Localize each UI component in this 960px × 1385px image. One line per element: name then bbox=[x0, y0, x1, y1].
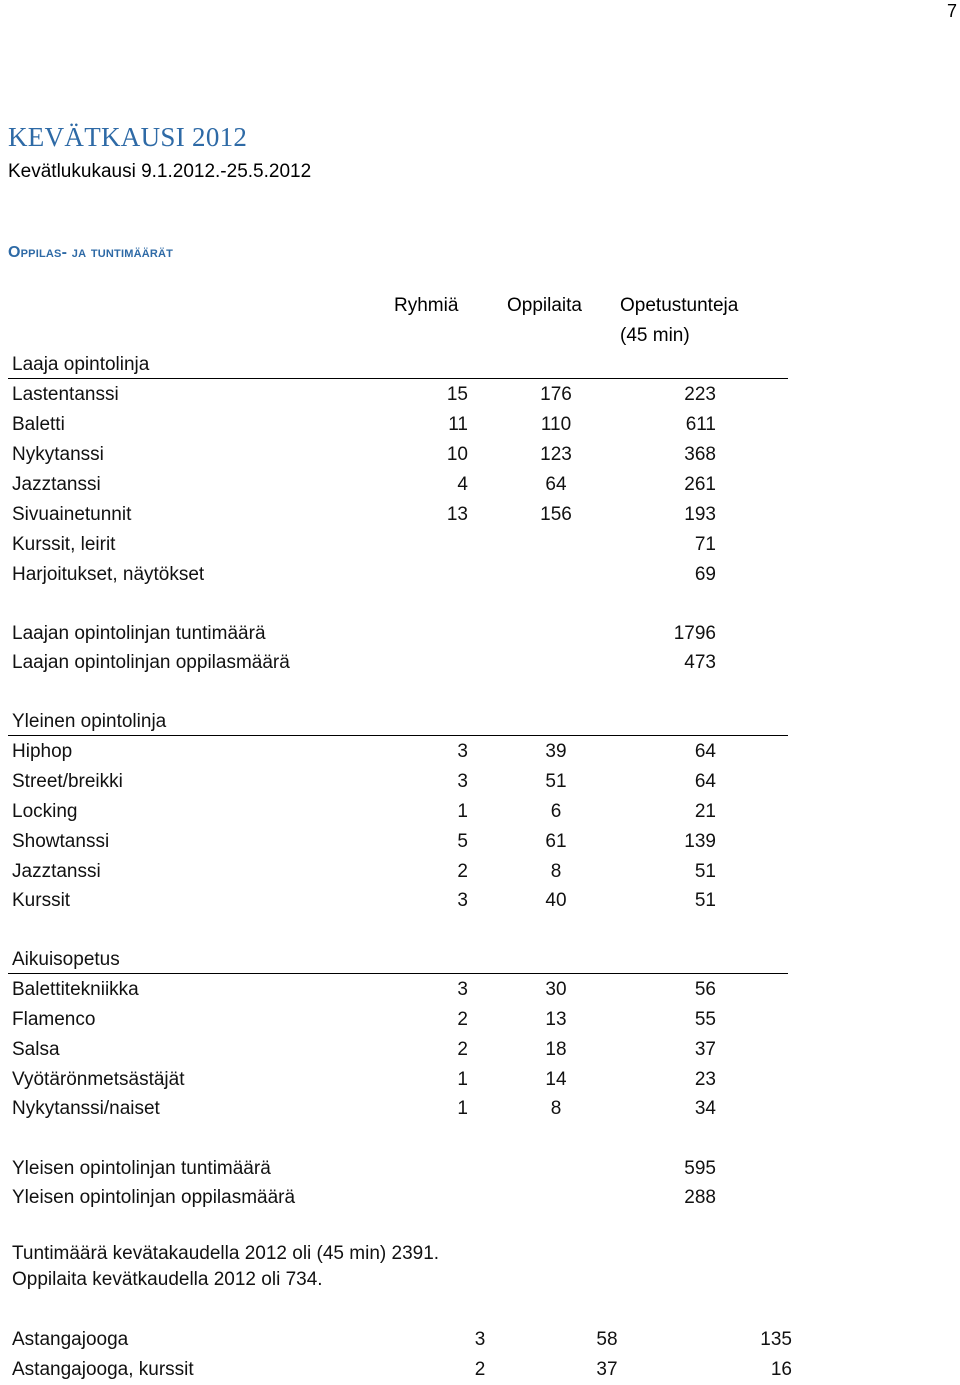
divider bbox=[8, 378, 788, 379]
page-number: 7 bbox=[946, 1, 957, 21]
divider bbox=[8, 735, 788, 736]
row-label: Jazztanssi bbox=[12, 474, 101, 495]
row-label: Street/breikki bbox=[12, 771, 123, 792]
students-cell: 176 bbox=[540, 384, 572, 405]
students-cell: 13 bbox=[545, 1009, 567, 1030]
total-value: 595 bbox=[684, 1158, 716, 1179]
hours-cell: 135 bbox=[760, 1329, 792, 1350]
hours-cell: 37 bbox=[694, 1039, 716, 1060]
row-label: Jazztanssi bbox=[12, 861, 101, 882]
row-label: Sivuainetunnit bbox=[12, 504, 132, 525]
divider bbox=[8, 973, 788, 974]
hours-cell: 51 bbox=[694, 861, 716, 882]
row-label: Astangajooga bbox=[12, 1329, 129, 1350]
row-label: Hiphop bbox=[12, 741, 73, 762]
groups-cell: 3 bbox=[457, 890, 468, 911]
total-label: Yleisen opintolinjan oppilasmäärä bbox=[12, 1187, 296, 1208]
row-label: Vyötärönmetsästäjät bbox=[12, 1069, 185, 1090]
groups-cell: 1 bbox=[457, 801, 468, 822]
students-cell: 14 bbox=[545, 1069, 567, 1090]
groups-cell: 1 bbox=[457, 1069, 468, 1090]
students-cell: 110 bbox=[540, 414, 572, 435]
row-label: Showtanssi bbox=[12, 831, 110, 852]
hours-cell: 69 bbox=[694, 564, 716, 585]
column-header-groups: Ryhmiä bbox=[394, 295, 459, 316]
students-cell: 61 bbox=[545, 831, 567, 852]
groups-cell: 3 bbox=[457, 741, 468, 762]
groups-cell: 1 bbox=[457, 1098, 468, 1119]
hours-cell: 71 bbox=[694, 534, 716, 555]
students-cell: 8 bbox=[550, 861, 562, 882]
students-cell: 18 bbox=[545, 1039, 567, 1060]
hours-cell: 21 bbox=[694, 801, 716, 822]
hours-cell: 51 bbox=[694, 890, 716, 911]
groups-cell: 3 bbox=[457, 771, 468, 792]
row-label: Flamenco bbox=[12, 1009, 96, 1030]
group-heading-label: Aikuisopetus bbox=[12, 949, 120, 970]
row-label: Harjoitukset, näytökset bbox=[12, 564, 205, 585]
group-heading-label: Yleinen opintolinja bbox=[12, 711, 167, 732]
summary-students: Oppilaita kevätkaudella 2012 oli 734. bbox=[12, 1269, 323, 1290]
groups-cell: 3 bbox=[474, 1329, 486, 1350]
groups-cell: 15 bbox=[446, 384, 468, 405]
students-cell: 51 bbox=[545, 771, 567, 792]
page-subtitle: Kevätlukukausi 9.1.2012.-25.5.2012 bbox=[8, 161, 312, 182]
groups-cell: 3 bbox=[457, 979, 468, 1000]
hours-cell: 34 bbox=[694, 1098, 716, 1119]
group-heading-label: Laaja opintolinja bbox=[12, 354, 150, 375]
hours-cell: 139 bbox=[684, 831, 716, 852]
groups-cell: 11 bbox=[448, 414, 468, 435]
students-cell: 39 bbox=[545, 741, 567, 762]
total-label: Laajan opintolinjan tuntimäärä bbox=[12, 623, 266, 644]
total-value: 1796 bbox=[673, 623, 716, 644]
students-cell: 30 bbox=[545, 979, 567, 1000]
hours-cell: 261 bbox=[684, 474, 716, 495]
hours-cell: 23 bbox=[694, 1069, 716, 1090]
hours-cell: 368 bbox=[684, 444, 716, 465]
hours-cell: 16 bbox=[770, 1359, 792, 1380]
row-label: Lastentanssi bbox=[12, 384, 119, 405]
row-label: Nykytanssi bbox=[12, 444, 104, 465]
hours-cell: 611 bbox=[685, 414, 716, 435]
hours-cell: 55 bbox=[694, 1009, 716, 1030]
students-cell: 156 bbox=[540, 504, 572, 525]
students-cell: 123 bbox=[540, 444, 572, 465]
groups-cell: 4 bbox=[457, 474, 468, 495]
students-cell: 8 bbox=[550, 1098, 562, 1119]
hours-cell: 223 bbox=[684, 384, 716, 405]
row-label: Kurssit bbox=[12, 890, 71, 911]
row-label: Kurssit, leirit bbox=[12, 534, 116, 555]
row-label: Locking bbox=[12, 801, 78, 822]
groups-cell: 2 bbox=[457, 1039, 468, 1060]
total-label: Yleisen opintolinjan tuntimäärä bbox=[12, 1158, 271, 1179]
groups-cell: 2 bbox=[474, 1359, 486, 1380]
students-cell: 64 bbox=[545, 474, 567, 495]
groups-cell: 2 bbox=[457, 1009, 468, 1030]
summary-hours: Tuntimäärä kevätakaudella 2012 oli (45 min) 2391. bbox=[12, 1243, 440, 1264]
students-cell: 6 bbox=[550, 801, 562, 822]
students-cell: 37 bbox=[596, 1359, 618, 1380]
column-header-hours: Opetustunteja bbox=[620, 295, 739, 316]
groups-cell: 5 bbox=[457, 831, 468, 852]
row-label: Astangajooga, kurssit bbox=[12, 1359, 194, 1380]
page-title: KEVÄTKAUSI 2012 bbox=[8, 122, 248, 152]
students-cell: 40 bbox=[545, 890, 567, 911]
hours-cell: 64 bbox=[694, 741, 716, 762]
column-header-hours-unit: (45 min) bbox=[620, 325, 690, 346]
row-label: Salsa bbox=[12, 1039, 60, 1060]
hours-cell: 193 bbox=[684, 504, 716, 525]
students-cell: 58 bbox=[596, 1329, 618, 1350]
total-value: 288 bbox=[684, 1187, 716, 1208]
total-label: Laajan opintolinjan oppilasmäärä bbox=[12, 652, 290, 673]
row-label: Baletti bbox=[12, 414, 65, 435]
hours-cell: 64 bbox=[694, 771, 716, 792]
row-label: Balettitekniikka bbox=[12, 979, 139, 1000]
hours-cell: 56 bbox=[694, 979, 716, 1000]
row-label: Nykytanssi/naiset bbox=[12, 1098, 160, 1119]
groups-cell: 10 bbox=[446, 444, 468, 465]
column-header-students: Oppilaita bbox=[507, 295, 582, 316]
groups-cell: 2 bbox=[457, 861, 468, 882]
total-value: 473 bbox=[684, 652, 716, 673]
groups-cell: 13 bbox=[446, 504, 468, 525]
section-heading: Oppilas- ja tuntimäärät bbox=[8, 244, 174, 261]
